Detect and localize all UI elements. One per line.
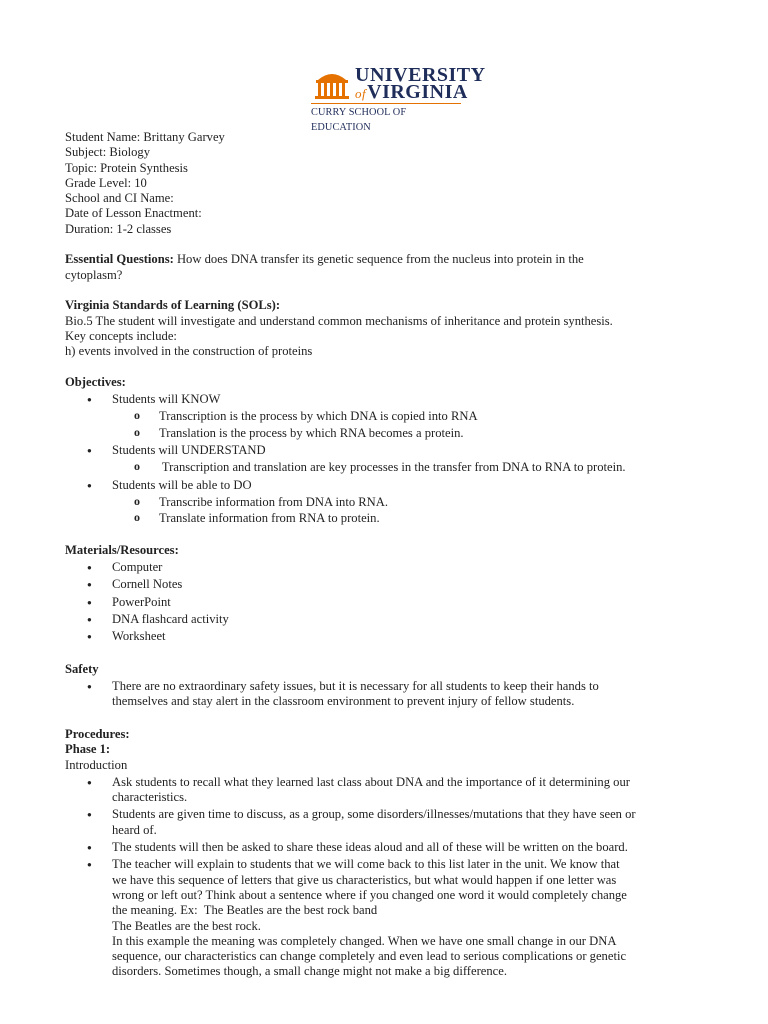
header-info <box>65 130 705 237</box>
logo-virginia-text: VIRGINIA <box>367 81 468 103</box>
grade-level: Grade Level: 10 <box>65 175 147 190</box>
rotunda-icon <box>312 68 352 102</box>
material-item: ● Cornell Notes <box>65 577 705 592</box>
topic: Topic: Protein Synthesis <box>65 160 188 175</box>
lesson-plan-body <box>65 130 705 982</box>
sol-line: Bio.5 The student will investigate and understand common mechanisms of inheritance and protein synthesis. <box>65 313 613 328</box>
safety-list <box>65 679 705 710</box>
procedure-item <box>65 807 705 838</box>
procedure-line: sequence, our characteristics can change completely and even lead to serious complications or genetic <box>112 949 627 964</box>
essential-questions-text: How does DNA transfer its genetic sequence from the nucleus into protein in the <box>173 252 584 267</box>
objective-item: o Transcription and translation are key processes in the transfer from DNA to RNA to protein. <box>65 460 705 475</box>
procedure-line: wrong or left out? Think about a sentence where if you changed one word it would completely change <box>112 887 627 902</box>
logo-school-text: CURRY SCHOOL OF EDUCATION <box>311 103 461 136</box>
objective-item: o Translate information from RNA to protein. <box>65 511 705 526</box>
procedure-line: disorders. Sometimes though, a small change might not make a big difference. <box>112 964 507 979</box>
procedure-line: The Beatles are the best rock. <box>112 918 261 933</box>
objective-item: o Transcribe information from DNA into RNA. <box>65 495 705 510</box>
phase-heading: Phase 1: <box>65 742 111 757</box>
student-name: Student Name: Brittany Garvey <box>65 130 225 144</box>
procedures-list <box>65 775 705 980</box>
essential-questions <box>65 252 705 267</box>
materials-heading: Materials/Resources: <box>65 542 179 557</box>
materials-list <box>65 560 705 644</box>
procedure-line: In this example the meaning was completely changed. When we have one small change in our DNA <box>112 933 617 948</box>
procedure-line: ● Students are given time to discuss, as a group, some disorders/illnesses/mutations that they have seen or <box>112 807 636 822</box>
procedure-item <box>65 840 705 855</box>
safety-line: themselves and stay alert in the classroom environment to prevent injury of fellow students. <box>112 694 575 709</box>
procedure-item <box>65 857 705 979</box>
procedure-line: the meaning. Ex: The Beatles are the best rock band <box>112 903 378 918</box>
objective-item: o Transcription is the process by which DNA is copied into RNA <box>65 409 705 424</box>
procedure-line: heard of. <box>112 822 157 837</box>
logo-university-text: UNIVERSITY <box>355 64 486 86</box>
procedures-heading: Procedures: <box>65 726 130 741</box>
essential-questions-label: Essential Questions: <box>65 252 174 267</box>
procedure-line: ● Ask students to recall what they learned last class about DNA and the importance of it determining our <box>112 774 630 789</box>
lesson-date: Date of Lesson Enactment: <box>65 206 202 221</box>
material-item: ● Worksheet <box>65 629 705 644</box>
objectives-heading: Objectives: <box>65 374 126 389</box>
objective-know: ● Students will KNOW <box>65 392 705 407</box>
material-item: ● DNA flashcard activity <box>65 612 705 627</box>
subject: Subject: Biology <box>65 145 151 160</box>
procedure-item <box>65 775 705 806</box>
sol-line: h) events involved in the construction of proteins <box>65 344 313 359</box>
objectives-list <box>65 392 705 526</box>
essential-questions-text-2: cytoplasm? <box>65 267 123 282</box>
sol-line: Key concepts include: <box>65 328 177 343</box>
sols-heading: Virginia Standards of Learning (SOLs): <box>65 298 281 313</box>
objective-do: ● Students will be able to DO <box>65 478 705 493</box>
duration: Duration: 1-2 classes <box>65 221 172 236</box>
safety-line: ● There are no extraordinary safety issues, but it is necessary for all students to keep their hands to <box>112 679 599 694</box>
objective-item: o Translation is the process by which RNA becomes a protein. <box>65 426 705 441</box>
objective-understand: ● Students will UNDERSTAND <box>65 443 705 458</box>
procedure-line: we have this sequence of letters that give us characteristics, but what would happen if one letter was <box>112 872 617 887</box>
material-item: ● Computer <box>65 560 705 575</box>
introduction-label: Introduction <box>65 757 128 772</box>
logo-virginia-line <box>355 81 468 103</box>
school-ci-name: School and CI Name: <box>65 191 174 206</box>
procedure-line: ● The teacher will explain to students that we will come back to this list later in the unit. We know that <box>112 857 620 872</box>
safety-item <box>65 679 705 710</box>
safety-heading: Safety <box>65 661 99 676</box>
university-logo <box>308 64 486 134</box>
procedure-line: ● The students will then be asked to share these ideas aloud and all of these will be written on the board. <box>112 840 628 855</box>
material-item: ● PowerPoint <box>65 595 705 610</box>
logo-of-text: of <box>355 86 367 101</box>
procedure-line: characteristics. <box>112 790 188 805</box>
